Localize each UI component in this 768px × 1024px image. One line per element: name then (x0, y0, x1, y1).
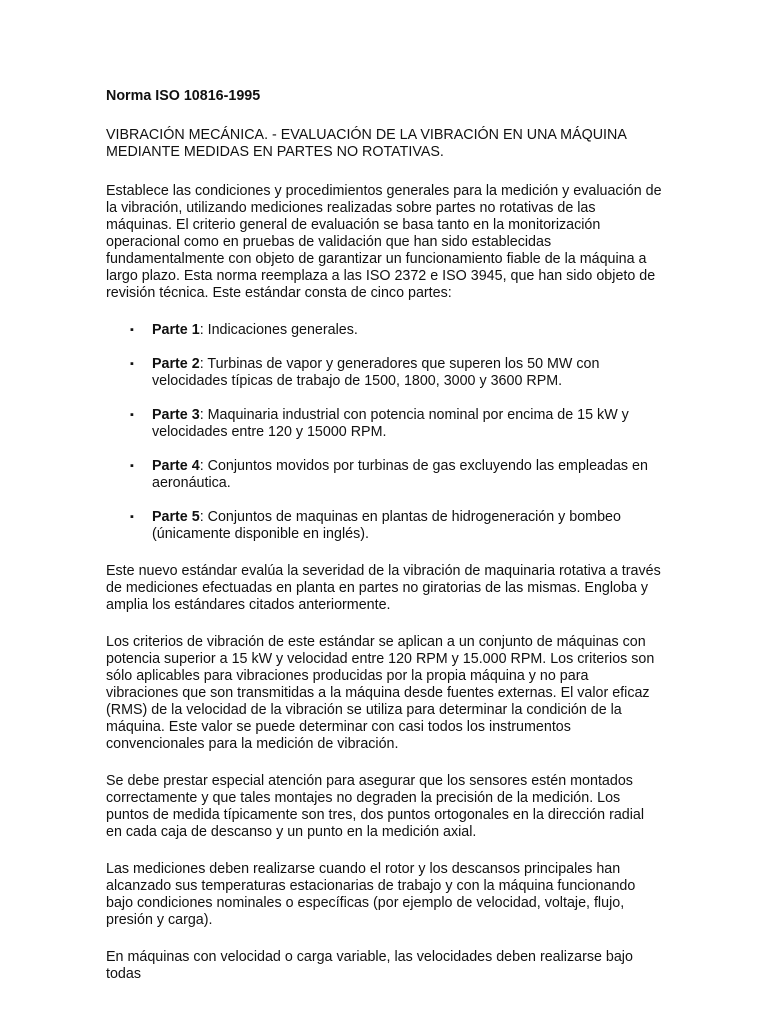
body-paragraph: Se debe prestar especial atención para asegurar que los sensores estén montados correctamente y que tales montajes no degraden la precisión de la medición. Los puntos de medida típicamente son tres, dos puntos ortogonales en la dirección radial en cada caja de descanso y un punto en la medición axial. (106, 773, 645, 840)
part-description: : Maquinaria industrial con potencia nominal por encima de 15 kW y velocidades entre 120 y 15000 RPM. (152, 407, 629, 440)
list-item (106, 356, 662, 390)
intro-paragraph: Establece las condiciones y procedimientos generales para la medición y evaluación de la vibración, utilizando mediciones realizadas sobre partes no rotativas de las máquinas. El criterio general de evaluación se basa tanto en la monitorización operacional como en pruebas de validación que han sido establecidas fundamentalmente con objeto de garantizar un funcionamiento fiable de la máquina a largo plazo. Esta norma reemplaza a las ISO 2372 e ISO 3945, que han sido objeto de revisión técnica. Este estándar consta de cinco partes: (106, 183, 662, 301)
part-name: Parte 2 (152, 356, 200, 372)
bullet-icon: ▪ (130, 511, 134, 523)
part-description: : Conjuntos de maquinas en plantas de hidrogeneración y bombeo (únicamente disponible en inglés). (152, 509, 621, 542)
body-paragraph: Este nuevo estándar evalúa la severidad de la vibración de maquinaria rotativa a través de mediciones efectuadas en planta en partes no giratorias de las mismas. Engloba y amplia los estándares citados anteriormente. (106, 563, 661, 613)
part-name: Parte 3 (152, 407, 200, 423)
body-paragraph: Los criterios de vibración de este estándar se aplican a un conjunto de máquinas con potencia superior a 15 kW y velocidad entre 120 RPM y 15.000 RPM. Los criterios son sólo aplicables para vibraciones producidas por la propia máquina y no para vibraciones que son transmitidas a la máquina desde fuentes externas. El valor eficaz (RMS) de la velocidad de la vibración se utiliza para determinar la condición de la máquina. Este valor se puede determinar con casi todos los instrumentos convencionales para la medición de vibración. (106, 634, 655, 752)
parts-list (106, 322, 662, 543)
document-title: Norma ISO 10816-1995 (106, 88, 261, 104)
truncated-paragraph: En máquinas con velocidad o carga variable, las velocidades deben realizarse bajo todas (106, 949, 633, 982)
part-description: : Conjuntos movidos por turbinas de gas excluyendo las empleadas en aeronáutica. (152, 458, 648, 491)
part-name: Parte 5 (152, 509, 200, 525)
body-paragraph: Las mediciones deben realizarse cuando el rotor y los descansos principales han alcanzado sus temperaturas estacionarias de trabajo y con la máquina funcionando bajo condiciones nominales o específicas (por ejemplo de velocidad, voltaje, flujo, presión y carga). (106, 861, 636, 928)
part-description: : Indicaciones generales. (199, 322, 358, 338)
part-name: Parte 1 (152, 322, 200, 338)
list-item (106, 322, 662, 339)
list-item (106, 458, 662, 492)
part-description: : Turbinas de vapor y generadores que superen los 50 MW con velocidades típicas de trabajo de 1500, 1800, 3000 y 3600 RPM. (152, 356, 600, 389)
bullet-icon: ▪ (130, 460, 134, 472)
bullet-icon: ▪ (130, 358, 134, 370)
list-item (106, 509, 662, 543)
list-item (106, 407, 662, 441)
document-page (106, 88, 662, 983)
part-name: Parte 4 (152, 458, 200, 474)
bullet-icon: ▪ (130, 324, 134, 336)
bullet-icon: ▪ (130, 409, 134, 421)
document-subtitle: VIBRACIÓN MECÁNICA. - EVALUACIÓN DE LA VIBRACIÓN EN UNA MÁQUINA MEDIANTE MEDIDAS EN PARTES NO ROTATIVAS. (106, 127, 627, 160)
